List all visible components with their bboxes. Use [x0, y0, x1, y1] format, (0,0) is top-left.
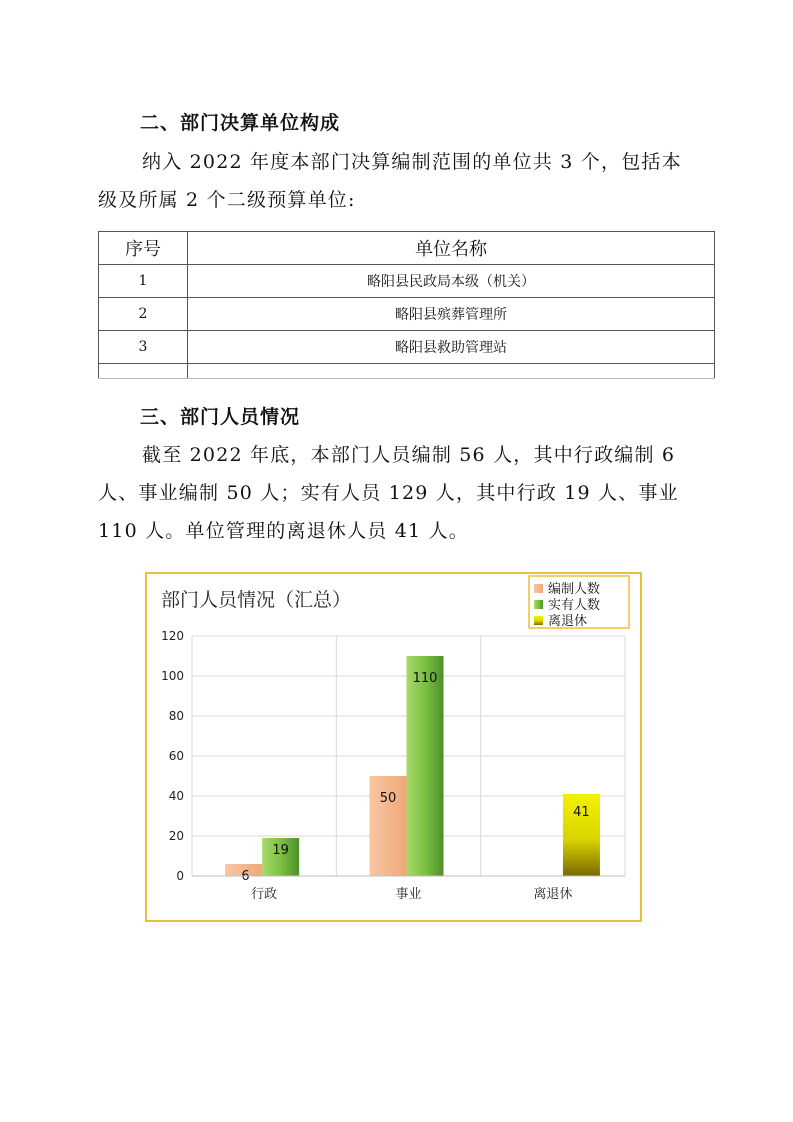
data-label: 50	[379, 791, 397, 806]
row-unit-name: 略阳县救助管理站	[188, 331, 715, 364]
y-tick-label: 100	[161, 669, 184, 683]
legend-label: 实有人数	[548, 598, 601, 613]
section-3-heading: 三、部门人员情况	[140, 406, 301, 428]
legend-swatch	[534, 600, 543, 609]
row-unit-name: 略阳县民政局本级（机关）	[188, 265, 715, 298]
chart-x-axis	[192, 876, 625, 902]
legend-swatch	[534, 616, 543, 625]
chart-bars	[225, 656, 600, 884]
data-label: 110	[412, 671, 438, 686]
legend-label: 离退休	[548, 614, 588, 629]
legend-label: 编制人数	[548, 582, 601, 597]
section-2-paragraph: 纳入 2022 年度本部门决算编制范围的单位共 3 个，包括本级及所属 2 个二级预算单位:	[98, 151, 682, 211]
data-label: 41	[573, 805, 590, 820]
x-tick-label: 事业	[395, 887, 422, 902]
row-index: 1	[99, 265, 188, 298]
y-tick-label: 60	[168, 749, 184, 763]
table-header-row	[99, 232, 715, 265]
data-label: 19	[272, 843, 289, 858]
header-index: 序号	[99, 232, 188, 265]
header-unit-name: 单位名称	[188, 232, 715, 265]
table-row	[99, 298, 715, 331]
row-index: 2	[99, 298, 188, 331]
bar-实有人数	[407, 656, 444, 876]
chart-title: 部门人员情况（汇总）	[161, 589, 352, 611]
row-unit-name: 略阳县殡葬管理所	[188, 298, 715, 331]
unit-table	[98, 231, 715, 379]
table-row	[99, 331, 715, 364]
chart-svg	[147, 574, 640, 920]
table-row	[99, 265, 715, 298]
section-2-heading: 二、部门决算单位构成	[140, 112, 341, 134]
data-label: 6	[241, 869, 250, 884]
table-blank-row	[99, 364, 715, 379]
y-tick-label: 80	[168, 709, 184, 723]
y-tick-label: 20	[168, 829, 184, 843]
chart-legend	[529, 576, 629, 629]
personnel-chart	[145, 572, 642, 922]
section-3-paragraph: 截至 2022 年底，本部门人员编制 56 人，其中行政编制 6 人、事业编制 50 人；实有人员 129 人，其中行政 19 人、事业 110 人。单位管理的离退休人员 41 人。	[98, 444, 679, 542]
chart-y-axis	[161, 629, 184, 883]
row-index: 3	[99, 331, 188, 364]
legend-swatch	[534, 584, 543, 593]
y-tick-label: 0	[176, 869, 184, 883]
x-tick-label: 行政	[251, 887, 278, 902]
y-tick-label: 120	[161, 629, 184, 643]
x-tick-label: 离退休	[533, 887, 573, 902]
y-tick-label: 40	[168, 789, 184, 803]
